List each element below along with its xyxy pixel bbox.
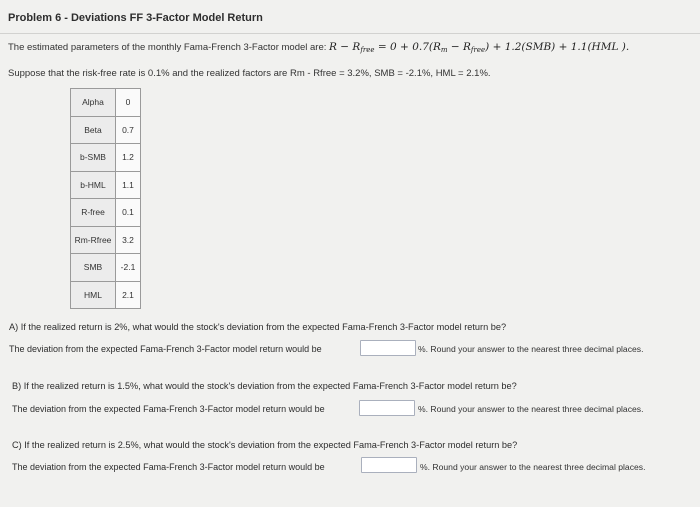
param-label: R-free bbox=[71, 199, 116, 227]
answer-c-instructions: %. Round your answer to the nearest three decimal places. bbox=[420, 462, 646, 472]
question-b-text: B) If the realized return is 1.5%, what would the stock's deviation from the expected Fama-French 3-Factor model return be? bbox=[12, 381, 517, 391]
problem-title: Problem 6 - Deviations FF 3-Factor Model Return bbox=[8, 12, 263, 24]
intro-prefix: The estimated parameters of the monthly Fama-French 3-Factor model are: bbox=[8, 42, 330, 53]
table-row bbox=[71, 254, 141, 282]
param-label: Beta bbox=[71, 116, 116, 144]
param-value: 1.2 bbox=[116, 144, 141, 172]
answer-c-input[interactable] bbox=[361, 457, 417, 473]
intro-line-1 bbox=[8, 41, 629, 54]
param-label: Alpha bbox=[71, 89, 116, 117]
param-value: -2.1 bbox=[116, 254, 141, 282]
param-label: b-HML bbox=[71, 171, 116, 199]
question-a-text: A) If the realized return is 2%, what would the stock's deviation from the expected Fama-French 3-Factor model return be? bbox=[9, 322, 507, 332]
param-value: 0.7 bbox=[116, 116, 141, 144]
intro-line-2: Suppose that the risk-free rate is 0.1% and the realized factors are Rm - Rfree = 3.2%, SMB = -2.1%, HML = 2.1%. bbox=[8, 68, 491, 79]
table-row bbox=[71, 226, 141, 254]
param-label: HML bbox=[71, 281, 116, 309]
answer-a-input[interactable] bbox=[360, 340, 416, 356]
answer-b-instructions: %. Round your answer to the nearest three decimal places. bbox=[418, 404, 644, 414]
table-row bbox=[71, 281, 141, 309]
param-label: SMB bbox=[71, 254, 116, 282]
question-c-text: C) If the realized return is 2.5%, what would the stock's deviation from the expected Fama-French 3-Factor model return be? bbox=[12, 440, 518, 450]
title-divider bbox=[0, 33, 700, 34]
question-a-prompt: The deviation from the expected Fama-French 3-Factor model return would be bbox=[9, 344, 322, 354]
param-value: 1.1 bbox=[116, 171, 141, 199]
answer-a-instructions: %. Round your answer to the nearest three decimal places. bbox=[418, 344, 644, 354]
table-row bbox=[71, 89, 141, 117]
table-row bbox=[71, 116, 141, 144]
param-value: 2.1 bbox=[116, 281, 141, 309]
table-row bbox=[71, 144, 141, 172]
param-label: Rm-Rfree bbox=[71, 226, 116, 254]
answer-b-input[interactable] bbox=[359, 400, 415, 416]
model-formula: $R - R_{free} = 0 + 0.7(R_m - R_{free}) + 1.2(SMB) + 1.1(HML$ ). bbox=[329, 41, 630, 54]
param-value: 0 bbox=[116, 89, 141, 117]
parameters-table bbox=[70, 88, 141, 309]
table-row bbox=[71, 171, 141, 199]
question-b-prompt: The deviation from the expected Fama-French 3-Factor model return would be bbox=[12, 404, 325, 414]
param-value: 3.2 bbox=[116, 226, 141, 254]
param-label: b-SMB bbox=[71, 144, 116, 172]
table-row bbox=[71, 199, 141, 227]
question-c-prompt: The deviation from the expected Fama-French 3-Factor model return would be bbox=[12, 462, 325, 472]
param-value: 0.1 bbox=[116, 199, 141, 227]
